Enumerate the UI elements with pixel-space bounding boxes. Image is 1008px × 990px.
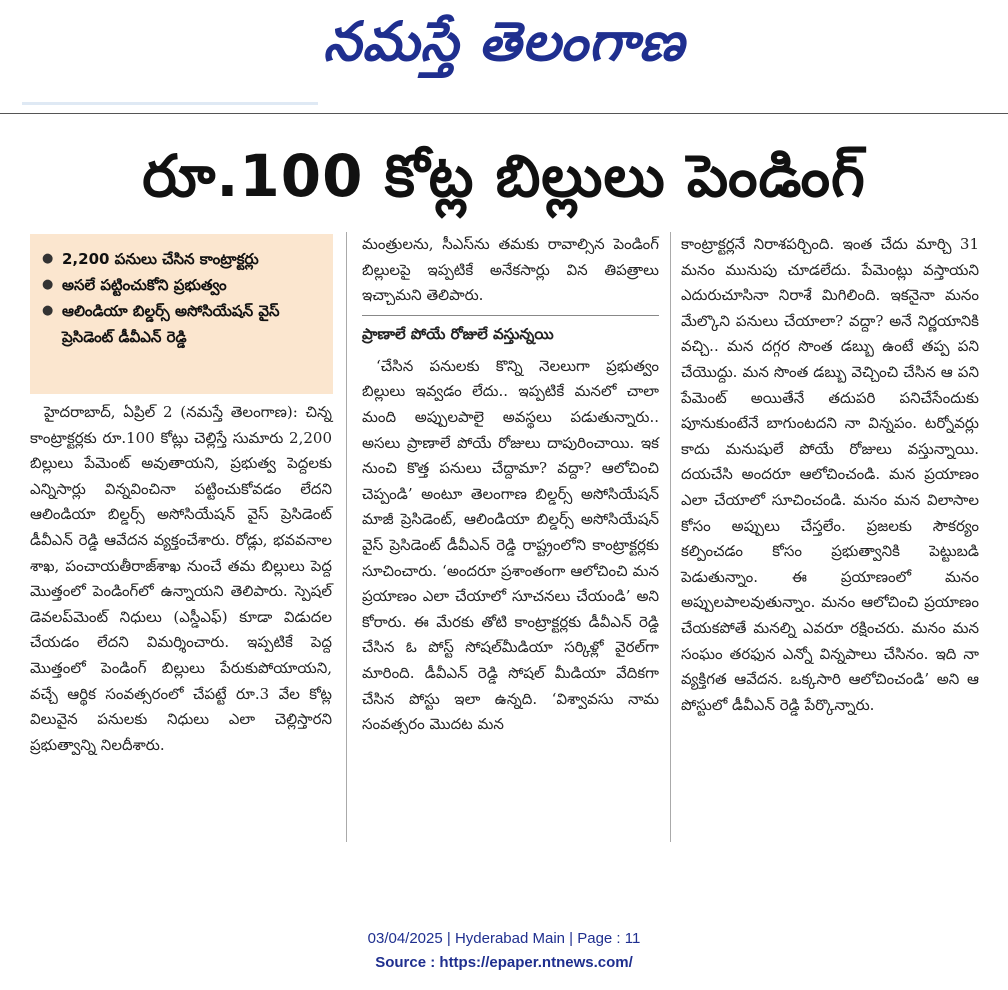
highlight-text: అసలే పట్టించుకోని ప్రభుత్వం — [62, 276, 227, 294]
highlight-item — [42, 298, 325, 350]
article-column-2 — [362, 232, 659, 738]
newspaper-logo: నమస్తే తెలంగాణ — [323, 9, 685, 73]
source-link[interactable]: Source : https://epaper.ntnews.com/ — [375, 954, 633, 971]
edition-info: 03/04/2025 | Hyderabad Main | Page : 11 — [367, 930, 641, 947]
highlight-text: ఆలిండియా బిల్డర్స్ అసోసియేషన్ వైస్ ప్రెసిడెంట్ డీవీఎన్ రెడ్డి — [62, 302, 280, 346]
masthead-divider — [0, 113, 1008, 114]
masthead — [0, 0, 1008, 108]
article-headline: రూ.100 కోట్ల బిల్లులు పెండింగ్ — [142, 142, 866, 210]
bullet-icon: ● — [42, 277, 54, 292]
page-footer — [0, 927, 1008, 975]
masthead-accent-bar — [22, 102, 318, 105]
highlight-text: 2,200 పనులు చేసిన కాంట్రాక్టర్లు — [62, 250, 259, 268]
column-divider — [670, 232, 671, 842]
column-2-intro: మంత్రులను, సీఎస్‌ను తమకు రావాల్సిన పెండింగ్ బిల్లులపై ఇప్పటికే అనేకసార్లు విన తిపత్రాలు ఇచ్చామని తెలిపారు. — [362, 235, 659, 305]
highlight-item — [42, 272, 325, 298]
highlight-item — [42, 246, 325, 272]
column-1-text: హైదరాబాద్, ఏప్రిల్ 2 (నమస్తే తెలంగాణ): చిన్న కాంట్రాక్టర్లకు రూ.100 కోట్లు చెల్లిస్తే సుమారు 2,200 బిల్లులు పేమెంట్ అవుతాయని, ప్రభుత్వ పెద్దలకు ఎన్నిసార్లు విన్నవించినా పట్టించుకోవడం లేదని ఆలిండియా బిల్డర్స్ అసోసియేషన్ వైస్ ప్రెసిడెంట్ డీవీఎన్ రెడ్డి ఆవేదన వ్యక్తంచేశారు. రోడ్లు, భవవనాల శాఖ, పంచాయతీరాజ్‌శాఖ నుంచే తమ బిల్లులు పెద్ద మొత్తంలో పెండింగ్‌లో ఉన్నాయని తెలిపారు. స్పెషల్ డెవలప్‌మెంట్ నిధులు (ఎస్డీఎఫ్) కూడా విడుదల చేయడం లేదని విమర్శించారు. ఇప్పటికే పెద్ద మొత్తంలో పెండింగ్ బిల్లులు పేరుకుపోయాయని, వచ్చే ఆర్థిక సంవత్సరంలో చేపట్టే రూ.3 వేల కోట్ల విలువైన పనులకు నిధులు ఎలా చెల్లిస్తారని ప్రభుత్వాన్ని నిలదీశారు. — [30, 403, 332, 754]
sub-heading: ప్రాణాలే పోయే రోజులే వస్తున్నయి — [362, 315, 659, 348]
column-divider — [346, 232, 347, 842]
column-2-text: ‘చేసిన పనులకు కొన్ని నెలలుగా ప్రభుత్వం బిల్లులు ఇవ్వడం లేదు.. ఇప్పటికే మనలో చాలా మంది అప్పులపాలై అవస్థలు పడుతున్నారు.. అసలు ప్రాణాలే పోయే రోజులు దాపురించాయి. ఇక నుంచి కొత్త పనులు చేద్దామా? వద్దా? ఆలోచించి చెప్పండి’ అంటూ తెలంగాణ బిల్డర్స్ అసోసియేషన్ మాజీ ప్రెసిడెంట్, ఆలిండియా బిల్డర్స్ అసోసియేషన్ వైస్ ప్రెసిడెంట్ డీవీఎన్ రెడ్డి రాష్ట్రంలోని కాంట్రాక్టర్లకు సూచించారు. ‘అందరూ ప్రశాంతంగా ఆలోచించి మన ప్రయాణం ఎలా చేయాలో సూచనలు చేయండి’ అని కోరారు. ఈ మేరకు తోటి కాంట్రాక్టర్లకు డీవీఎన్ రెడ్డి చేసిన ఓ పోస్ట్ సోషల్‌మీడియా సర్కిళ్లో వైరల్‌గా మారింది. డీవీఎన్ రెడ్డి సోషల్ మీడియా వేదికగా చేసిన పోస్టు ఇలా ఉన్నది. ‘విశ్వావసు నామ సంవత్సరం మొదట మన — [362, 356, 659, 734]
bullet-icon: ● — [42, 251, 54, 266]
highlights-box — [30, 234, 333, 394]
article-column-1 — [30, 400, 332, 758]
article-column-3 — [681, 232, 979, 718]
column-3-text: కాంట్రాక్టర్లనే నిరాశపర్చింది. ఇంత చేదు మార్చి 31 మనం మునుపు చూడలేదు. పేమెంట్లు వస్తాయని ఎదురుచూసినా నిరాశే మిగిలింది. ఇకనైనా మనం మేల్కొని పనులు చేయాలా? వద్దా? అనే నిర్ణయానికి వచ్చి.. మన దగ్గర సొంత డబ్బు ఉంటే తప్ప పని చేయొద్దు. మన సొంత డబ్బు వెచ్చించి చేసిన ఆ పని పేమెంట్ అయితేనే తదుపరి పనిచేసేందుకు పూనుకుంటేనే బాగుంటదని నా విన్నపం. టర్నోవర్లు కాదు మనుషులే పోయే రోజులు వస్తున్నాయి. దయచేసి అందరూ ఆలోచించండి. మన ప్రయాణం ఎలా చేయాలో సూచించండి. మనం మన విలాసాల కోసం అప్పులు చేస్తలేం. ప్రజలకు సౌకర్యం కల్పించడం కోసం ప్రభుత్వానికి పెట్టుబడి పెడుతున్నాం. ఈ ప్రయాణంలో మనం అప్పులపాలవుతున్నాం. మనం ఆలోచించి ప్రయాణం చేయకపోతే మనల్ని ఎవరూ రక్షించరు. మనం మన సంఘం తరఫున ఎన్నో విన్నపాలు చేసినం. ఇది నా వ్యక్తిగత ఆవేదన. ఒక్కసారి ఆలోచించండి’ అని ఆ పోస్టులో డీవీఎన్ రెడ్డి పేర్కొన్నారు. — [681, 235, 979, 714]
bullet-icon: ● — [42, 303, 54, 318]
